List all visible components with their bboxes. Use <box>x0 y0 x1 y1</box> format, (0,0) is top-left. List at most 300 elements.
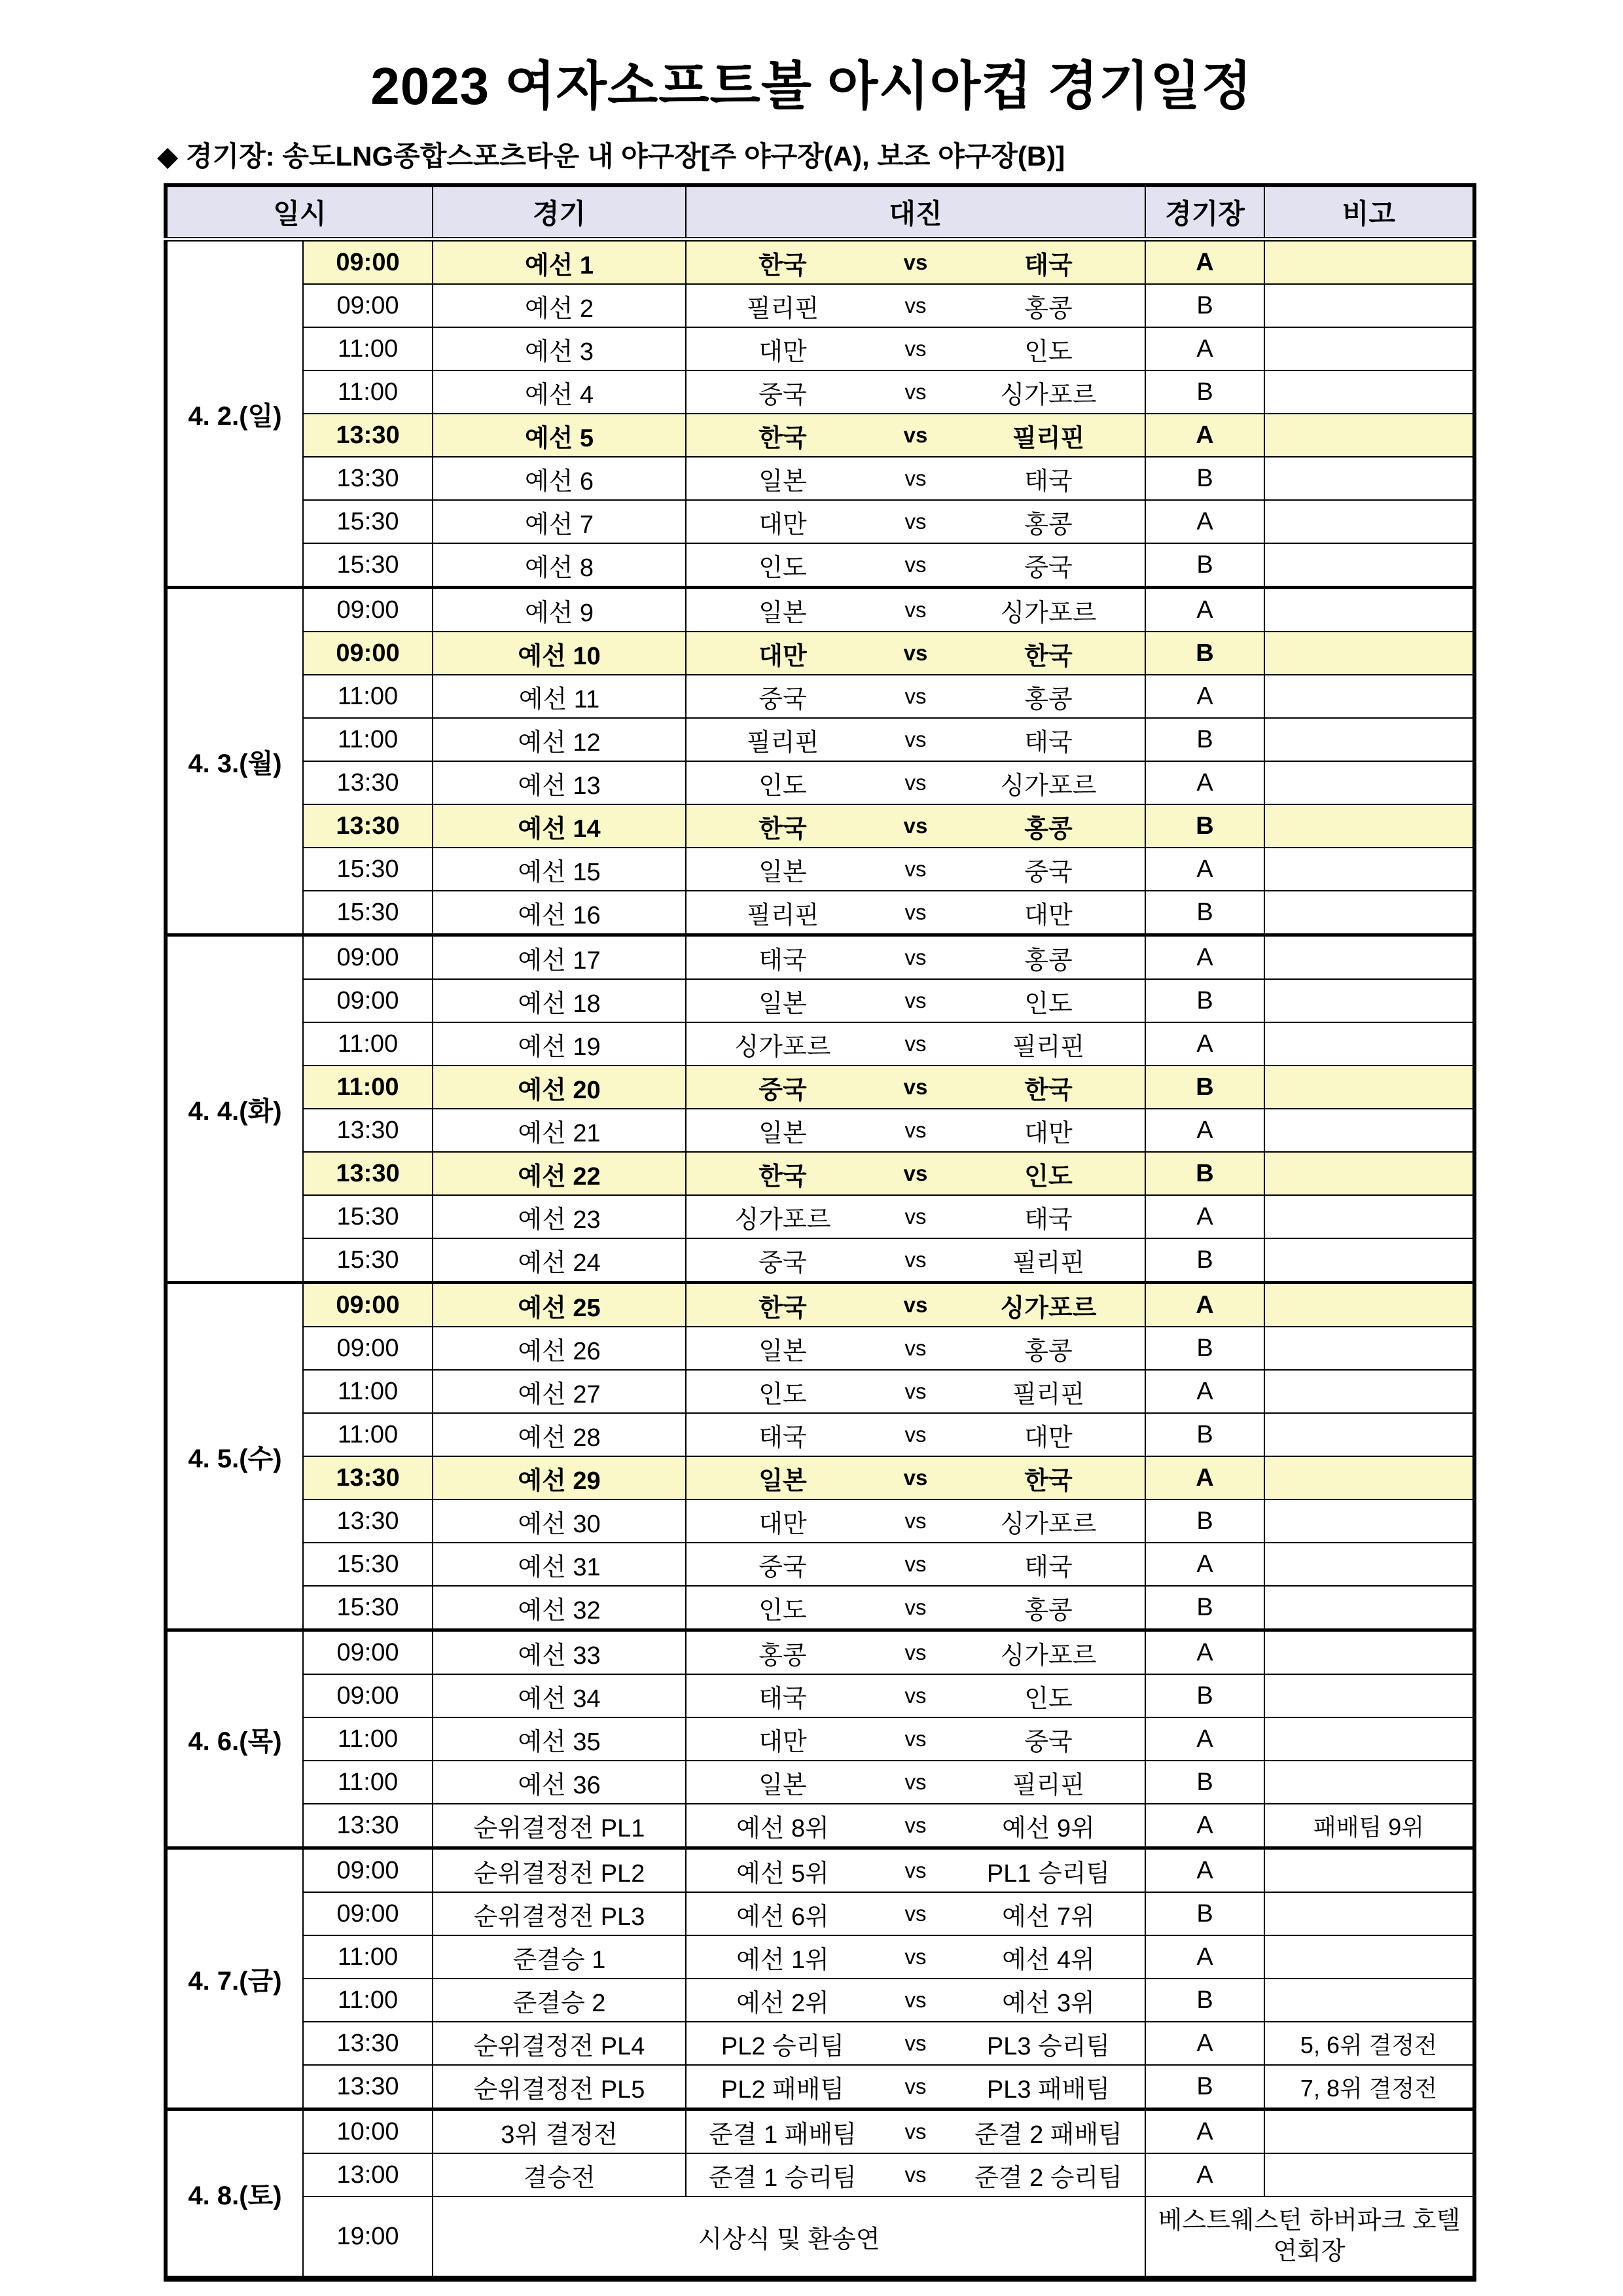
time-cell: 09:00 <box>303 588 433 632</box>
matchup-cell <box>686 1456 1145 1499</box>
note-cell: 7, 8위 결정전 <box>1264 2065 1474 2109</box>
note-cell <box>1264 500 1474 543</box>
venue-cell: A <box>1145 1848 1264 1893</box>
vs-label: vs <box>903 1075 928 1099</box>
table-row <box>166 457 1474 500</box>
venue-cell: B <box>1145 1674 1264 1717</box>
table-row <box>166 1022 1474 1066</box>
team2-label: 인도 <box>1024 338 1073 366</box>
team1-label: 한국 <box>758 1162 807 1191</box>
team2-label: 인도 <box>1024 990 1073 1018</box>
time-cell: 15:30 <box>303 1543 433 1586</box>
vs-label: vs <box>904 1336 927 1360</box>
game-cell: 순위결정전 PL4 <box>433 2022 686 2065</box>
note-cell <box>1264 327 1474 370</box>
table-row <box>166 1761 1474 1804</box>
matchup-cell <box>686 1195 1145 1238</box>
game-cell: 예선 35 <box>433 1717 686 1761</box>
venue-cell: A <box>1145 1370 1264 1413</box>
game-cell: 순위결정전 PL1 <box>433 1804 686 1848</box>
venue-cell: A <box>1145 1283 1264 1327</box>
matchup <box>689 1113 1142 1149</box>
team1-label: 예선 5위 <box>736 1859 829 1888</box>
time-cell: 09:00 <box>303 1327 433 1370</box>
vs-label: vs <box>904 1988 927 2012</box>
vs-label: vs <box>903 250 928 274</box>
table-row <box>166 414 1474 457</box>
team2-label: 태국 <box>1024 1206 1073 1234</box>
vs-label: vs <box>904 598 927 622</box>
note-cell <box>1264 1674 1474 1717</box>
matchup <box>689 636 1142 672</box>
team1-label: 대만 <box>758 511 807 539</box>
game-cell: 예선 23 <box>433 1195 686 1238</box>
matchup <box>689 1417 1142 1453</box>
time-cell: 19:00 <box>303 2197 433 2279</box>
matchup <box>689 461 1142 497</box>
matchup-cell <box>686 2153 1145 2197</box>
date-cell: 4. 6.(목) <box>166 1630 303 1848</box>
time-cell: 13:30 <box>303 2022 433 2065</box>
note-cell <box>1264 1152 1474 1195</box>
time-cell: 09:00 <box>303 240 433 285</box>
team2-label: 필리핀 <box>1012 1033 1085 1061</box>
team1-label: 중국 <box>758 1076 807 1104</box>
team1-label: 일본 <box>758 1119 807 1147</box>
venue-cell: A <box>1145 1543 1264 1586</box>
matchup-cell <box>686 1238 1145 1283</box>
note-cell <box>1264 804 1474 848</box>
venue-cell: B <box>1145 1979 1264 2022</box>
table-row <box>166 1543 1474 1586</box>
game-cell: 예선 2 <box>433 284 686 327</box>
matchup-cell <box>686 1499 1145 1543</box>
venue-cell: B <box>1145 457 1264 500</box>
team2-label: 싱가포르 <box>1000 381 1097 409</box>
team1-label: 인도 <box>758 554 807 582</box>
matchup-cell <box>686 675 1145 718</box>
time-cell: 11:00 <box>303 1935 433 1979</box>
team2-label: 예선 4위 <box>1002 1946 1095 1974</box>
table-row <box>166 240 1474 285</box>
matchup-cell <box>686 1586 1145 1630</box>
venue-cell: B <box>1145 1499 1264 1543</box>
note-cell <box>1264 1499 1474 1543</box>
column-header-note: 비고 <box>1264 185 1474 240</box>
game-cell: 예선 21 <box>433 1109 686 1152</box>
date-cell: 4. 7.(금) <box>166 1848 303 2109</box>
team2-label: 싱가포르 <box>1000 772 1097 800</box>
time-cell: 11:00 <box>303 1717 433 1761</box>
venue-cell: A <box>1145 1717 1264 1761</box>
time-cell: 09:00 <box>303 632 433 675</box>
game-cell: 예선 7 <box>433 500 686 543</box>
vs-label: vs <box>904 1204 927 1229</box>
game-cell: 예선 32 <box>433 1586 686 1630</box>
table-row <box>166 1456 1474 1499</box>
table-row <box>166 891 1474 935</box>
game-cell: 예선 18 <box>433 979 686 1022</box>
game-cell: 예선 5 <box>433 414 686 457</box>
vs-label: vs <box>904 900 927 924</box>
date-cell: 4. 4.(화) <box>166 935 303 1283</box>
matchup <box>689 1026 1142 1062</box>
matchup-cell <box>686 1109 1145 1152</box>
matchup-cell <box>686 891 1145 935</box>
time-cell: 11:00 <box>303 675 433 718</box>
schedule-table <box>164 183 1476 2282</box>
vs-label: vs <box>904 1509 927 1533</box>
note-cell <box>1264 632 1474 675</box>
team1-label: 일본 <box>758 467 807 495</box>
time-cell: 10:00 <box>303 2109 433 2154</box>
team1-label: 한국 <box>758 815 807 843</box>
table-row <box>166 1630 1474 1675</box>
team1-label: 대만 <box>758 1728 807 1756</box>
table-row <box>166 1935 1474 1979</box>
team2-label: 태국 <box>1024 467 1073 495</box>
time-cell: 11:00 <box>303 370 433 414</box>
column-header-venue: 경기장 <box>1145 185 1264 240</box>
table-row <box>166 543 1474 588</box>
matchup-cell <box>686 370 1145 414</box>
table-row <box>166 1327 1474 1370</box>
team1-label: 싱가포르 <box>734 1206 831 1234</box>
venue-cell: B <box>1145 804 1264 848</box>
matchup <box>689 940 1142 976</box>
note-cell <box>1264 1022 1474 1066</box>
table-header-row <box>166 185 1474 240</box>
game-cell: 예선 13 <box>433 761 686 804</box>
vs-label: vs <box>904 1379 927 1403</box>
venue-cell: B <box>1145 1586 1264 1630</box>
time-cell: 13:30 <box>303 1804 433 1848</box>
game-cell: 예선 8 <box>433 543 686 588</box>
team2-label: 준결 2 승리팀 <box>974 2164 1122 2192</box>
team1-label: 홍콩 <box>758 1641 807 1670</box>
matchup <box>689 547 1142 583</box>
game-cell: 예선 4 <box>433 370 686 414</box>
game-cell: 예선 29 <box>433 1456 686 1499</box>
time-cell: 09:00 <box>303 284 433 327</box>
table-row <box>166 2109 1474 2154</box>
venue-cell: A <box>1145 1022 1264 1066</box>
note-cell <box>1264 1456 1474 1499</box>
team2-label: 홍콩 <box>1024 685 1073 713</box>
matchup-cell <box>686 1674 1145 1717</box>
note-cell <box>1264 588 1474 632</box>
team1-label: 중국 <box>758 1249 807 1277</box>
matchup-cell <box>686 1717 1145 1761</box>
game-cell: 예선 22 <box>433 1152 686 1195</box>
matchup <box>689 331 1142 367</box>
vs-label: vs <box>904 1031 927 1056</box>
team2-label: 홍콩 <box>1024 1596 1073 1624</box>
matchup-cell <box>686 1935 1145 1979</box>
table-row <box>166 718 1474 761</box>
venue-cell: A <box>1145 1630 1264 1675</box>
game-cell: 예선 3 <box>433 327 686 370</box>
matchup <box>689 245 1142 281</box>
time-cell: 15:30 <box>303 500 433 543</box>
matchup <box>689 1503 1142 1539</box>
matchup <box>689 2069 1142 2105</box>
matchup <box>689 1374 1142 1410</box>
team2-label: PL3 승리팀 <box>986 2032 1111 2060</box>
team1-label: 예선 1위 <box>736 1946 829 1974</box>
table-row <box>166 1892 1474 1935</box>
team2-label: 대만 <box>1024 901 1073 929</box>
venue-cell: A <box>1145 588 1264 632</box>
matchup-cell <box>686 1979 1145 2022</box>
team1-label: 중국 <box>758 1553 807 1581</box>
matchup <box>689 895 1142 931</box>
time-cell: 13:30 <box>303 414 433 457</box>
matchup <box>689 679 1142 715</box>
time-cell: 11:00 <box>303 1979 433 2022</box>
venue-cell: A <box>1145 848 1264 891</box>
time-cell: 11:00 <box>303 1370 433 1413</box>
matchup <box>689 2114 1142 2150</box>
team1-label: 일본 <box>758 858 807 886</box>
time-cell: 09:00 <box>303 1283 433 1327</box>
team1-label: PL2 패배팀 <box>721 2075 845 2104</box>
time-cell: 15:30 <box>303 1195 433 1238</box>
column-header-matchup: 대진 <box>686 185 1145 240</box>
vs-label: vs <box>904 1770 927 1794</box>
note-cell <box>1264 935 1474 980</box>
matchup-cell <box>686 718 1145 761</box>
team2-label: 필리핀 <box>1012 1380 1085 1408</box>
matchup <box>689 1853 1142 1889</box>
matchup-cell <box>686 500 1145 543</box>
matchup-cell <box>686 1022 1145 1066</box>
vs-label: vs <box>904 2162 927 2187</box>
vs-label: vs <box>904 945 927 969</box>
team1-label: 인도 <box>758 1380 807 1408</box>
team2-label: 싱가포르 <box>1000 1510 1097 1538</box>
table-row <box>166 1152 1474 1195</box>
game-cell: 예선 1 <box>433 240 686 285</box>
table-row <box>166 1717 1474 1761</box>
table-row <box>166 1848 1474 1893</box>
date-cell: 4. 5.(수) <box>166 1283 303 1630</box>
note-cell <box>1264 1238 1474 1283</box>
matchup <box>689 765 1142 801</box>
venue-cell: B <box>1145 543 1264 588</box>
team2-label: 홍콩 <box>1024 815 1073 843</box>
note-cell <box>1264 1892 1474 1935</box>
game-cell: 예선 6 <box>433 457 686 500</box>
vs-label: vs <box>904 1595 927 1619</box>
event-cell: 시상식 및 환송연 <box>433 2197 1145 2279</box>
date-cell: 4. 3.(월) <box>166 588 303 935</box>
note-cell <box>1264 1195 1474 1238</box>
vs-label: vs <box>903 1293 928 1317</box>
table-row <box>166 761 1474 804</box>
vs-label: vs <box>904 1683 927 1708</box>
matchup-cell <box>686 2022 1145 2065</box>
table-row <box>166 1238 1474 1283</box>
time-cell: 13:30 <box>303 1456 433 1499</box>
date-cell: 4. 8.(토) <box>166 2109 303 2279</box>
matchup <box>689 1896 1142 1932</box>
game-cell: 예선 27 <box>433 1370 686 1413</box>
matchup <box>689 1156 1142 1192</box>
vs-label: vs <box>904 380 927 404</box>
matchup-cell <box>686 2109 1145 2154</box>
game-cell: 예선 28 <box>433 1413 686 1456</box>
team1-label: 태국 <box>758 1424 807 1452</box>
vs-label: vs <box>904 466 927 490</box>
team1-label: 대만 <box>758 642 807 670</box>
time-cell: 11:00 <box>303 1066 433 1109</box>
team2-label: 예선 3위 <box>1002 1989 1095 2017</box>
team2-label: 중국 <box>1024 858 1073 886</box>
page-title: 2023 여자소프트볼 아시아컵 경기일정 <box>370 57 1253 115</box>
team2-label: 홍콩 <box>1024 511 1073 539</box>
game-cell: 예선 25 <box>433 1283 686 1327</box>
matchup <box>689 592 1142 628</box>
note-cell <box>1264 2109 1474 2154</box>
note-cell <box>1264 1283 1474 1327</box>
table-row <box>166 588 1474 632</box>
time-cell: 13:30 <box>303 1499 433 1543</box>
team2-label: PL3 패배팀 <box>986 2075 1111 2104</box>
team1-label: 필리핀 <box>746 901 819 929</box>
table-row <box>166 2022 1474 2065</box>
time-cell: 09:00 <box>303 979 433 1022</box>
note-cell: 패배팀 9위 <box>1264 1804 1474 1848</box>
team1-label: 태국 <box>758 946 807 975</box>
vs-label: vs <box>904 293 927 317</box>
team1-label: 필리핀 <box>746 728 819 757</box>
venue-cell: B <box>1145 632 1264 675</box>
vs-label: vs <box>904 857 927 881</box>
game-cell: 예선 30 <box>433 1499 686 1543</box>
game-cell: 예선 34 <box>433 1674 686 1717</box>
game-cell: 순위결정전 PL3 <box>433 1892 686 1935</box>
venue-cell: A <box>1145 500 1264 543</box>
time-cell: 15:30 <box>303 1586 433 1630</box>
time-cell: 11:00 <box>303 1761 433 1804</box>
vs-label: vs <box>904 1552 927 1576</box>
team2-label: 한국 <box>1024 642 1073 670</box>
venue-cell: B <box>1145 979 1264 1022</box>
matchup <box>689 2026 1142 2062</box>
vs-label: vs <box>904 1945 927 1969</box>
time-cell: 13:30 <box>303 1152 433 1195</box>
team2-label: PL1 승리팀 <box>986 1859 1111 1888</box>
table-row <box>166 935 1474 980</box>
matchup <box>689 1460 1142 1496</box>
matchup-cell <box>686 1327 1145 1370</box>
game-cell: 예선 24 <box>433 1238 686 1283</box>
venue-merged-cell: 베스트웨스턴 하버파크 호텔 연회장 <box>1145 2197 1474 2279</box>
venue-cell: A <box>1145 675 1264 718</box>
table-row <box>166 1804 1474 1848</box>
team1-label: 예선 6위 <box>736 1903 829 1931</box>
matchup-cell <box>686 1848 1145 1893</box>
vs-label: vs <box>904 2031 927 2055</box>
table-row <box>166 2153 1474 2197</box>
game-cell: 예선 11 <box>433 675 686 718</box>
note-cell <box>1264 848 1474 891</box>
vs-label: vs <box>904 552 927 577</box>
vs-label: vs <box>903 1161 928 1185</box>
time-cell: 09:00 <box>303 1630 433 1675</box>
venue-cell: A <box>1145 1935 1264 1979</box>
matchup-cell <box>686 1892 1145 1935</box>
matchup <box>689 1199 1142 1235</box>
team1-label: PL2 승리팀 <box>721 2032 845 2060</box>
vs-label: vs <box>904 2074 927 2098</box>
venue-cell: B <box>1145 1413 1264 1456</box>
matchup-cell <box>686 761 1145 804</box>
venue-cell: A <box>1145 1804 1264 1848</box>
vs-label: vs <box>904 1247 927 1272</box>
note-cell <box>1264 718 1474 761</box>
matchup-cell <box>686 414 1145 457</box>
time-cell: 13:00 <box>303 2153 433 2197</box>
matchup-cell <box>686 1630 1145 1675</box>
venue-cell: A <box>1145 1456 1264 1499</box>
matchup-cell <box>686 2065 1145 2109</box>
game-cell: 예선 10 <box>433 632 686 675</box>
matchup <box>689 808 1142 844</box>
team1-label: 일본 <box>758 990 807 1018</box>
game-cell: 준결승 1 <box>433 1935 686 1979</box>
vs-label: vs <box>904 1118 927 1142</box>
matchup <box>689 1721 1142 1757</box>
table-row <box>166 370 1474 414</box>
vs-label: vs <box>904 509 927 533</box>
venue-cell: B <box>1145 1066 1264 1109</box>
note-cell <box>1264 761 1474 804</box>
venue-cell: B <box>1145 284 1264 327</box>
matchup <box>689 1939 1142 1975</box>
note-cell <box>1264 1979 1474 2022</box>
table-row <box>166 1370 1474 1413</box>
matchup-cell <box>686 240 1145 285</box>
team1-label: 대만 <box>758 1510 807 1538</box>
team2-label: 예선 9위 <box>1002 1814 1095 1842</box>
team1-label: 대만 <box>758 338 807 366</box>
table-row <box>166 1109 1474 1152</box>
team2-label: 준결 2 패배팀 <box>974 2121 1122 2149</box>
matchup-cell <box>686 632 1145 675</box>
venue-cell: B <box>1145 370 1264 414</box>
table-row <box>166 979 1474 1022</box>
schedule-body <box>166 240 1474 2279</box>
matchup-cell <box>686 457 1145 500</box>
table-row <box>166 1413 1474 1456</box>
note-cell <box>1264 891 1474 935</box>
team1-label: 일본 <box>758 1467 807 1495</box>
table-row <box>166 1283 1474 1327</box>
game-cell: 예선 14 <box>433 804 686 848</box>
note-cell <box>1264 414 1474 457</box>
time-cell: 11:00 <box>303 327 433 370</box>
vs-label: vs <box>903 1465 928 1490</box>
table-row <box>166 1979 1474 2022</box>
team2-label: 필리핀 <box>1012 1249 1085 1277</box>
note-cell <box>1264 1370 1474 1413</box>
matchup <box>689 2157 1142 2193</box>
game-cell: 순위결정전 PL5 <box>433 2065 686 2109</box>
matchup-cell <box>686 804 1145 848</box>
table-row <box>166 500 1474 543</box>
